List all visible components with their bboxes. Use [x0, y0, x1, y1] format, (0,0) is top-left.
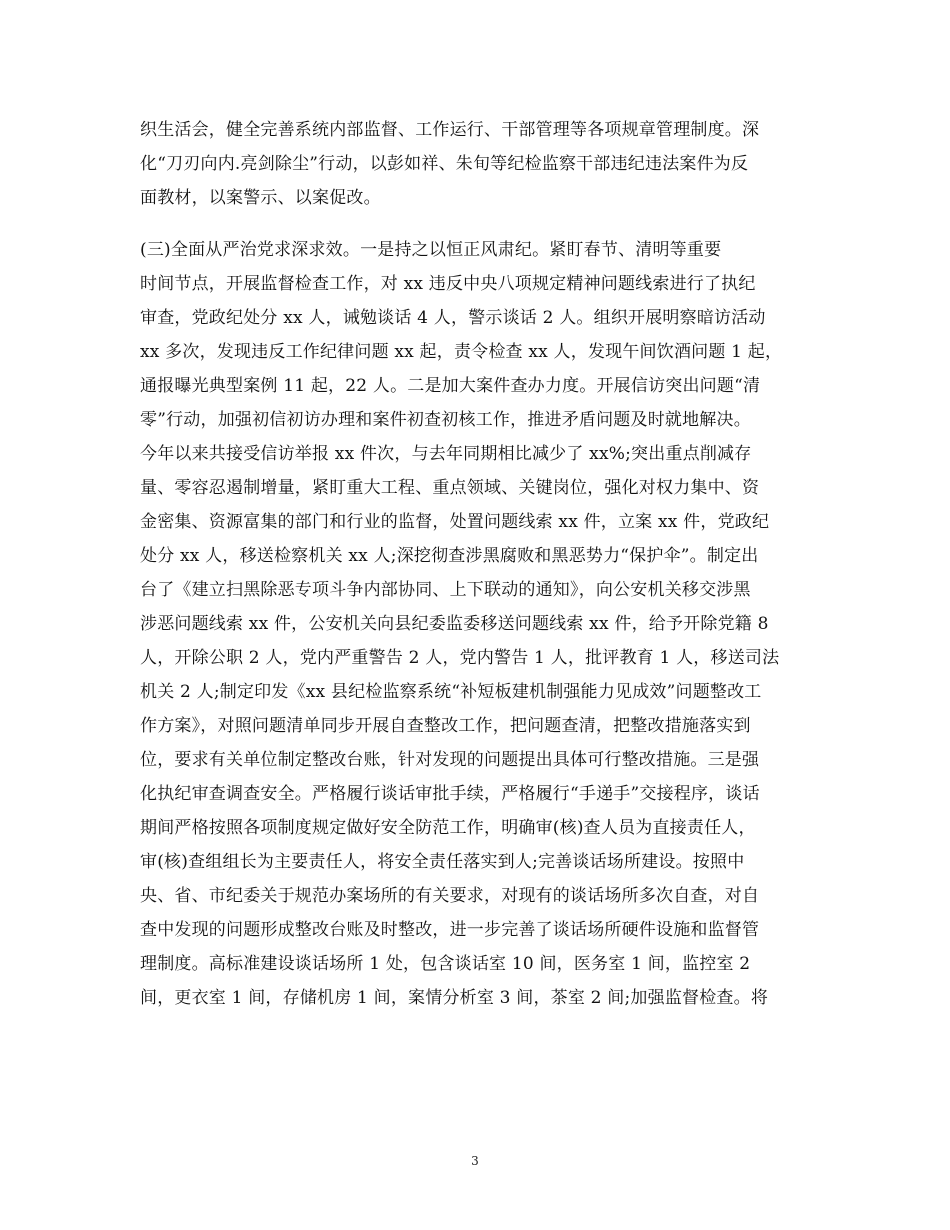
text-line: 量、零容忍遏制增量，紧盯重大工程、重点领域、关键岗位，强化对权力集中、资 — [140, 478, 760, 498]
text-line: 理制度。高标准建设谈话场所 1 处，包含谈话室 10 间，医务室 1 间，监控室 2 — [140, 954, 751, 974]
text-line: 化“刀刃向内.亮剑除尘”行动，以彭如祥、朱旬等纪检监察干部违纪违法案件为反 — [140, 154, 749, 174]
text-line: 处分 xx 人，移送检察机关 xx 人;深挖彻查涉黑腐败和黑恶势力“保护伞”。制定出 — [140, 546, 759, 566]
text-line: (三)全面从严治党求深求效。一是持之以恒正风肃纪。紧盯春节、清明等重要 — [140, 240, 722, 260]
text-line: 查中发现的问题形成整改台账及时整改，进一步完善了谈话场所硬件设施和监督管 — [140, 920, 760, 940]
text-line: 位，要求有关单位制定整改台账，针对发现的问题提出具体可行整改措施。三是强 — [140, 750, 760, 770]
text-line: 审(核)查组组长为主要责任人，将安全责任落实到人;完善谈话场所建设。按照中 — [140, 852, 745, 872]
text-line: 期间严格按照各项制度规定做好安全防范工作，明确审(核)查人员为直接责任人， — [140, 818, 756, 838]
text-line: 央、省、市纪委关于规范办案场所的有关要求，对现有的谈话场所多次自查，对自 — [140, 886, 760, 906]
text-line: 金密集、资源富集的部门和行业的监督，处置问题线索 xx 件，立案 xx 件，党政纪 — [140, 512, 770, 532]
text-line: 通报曝光典型案例 11 起，22 人。二是加大案件查办力度。开展信访突出问题“清 — [140, 376, 761, 396]
text-line: 机关 2 人;制定印发《xx 县纪检监察系统“补短板建机制强能力见成效”问题整改工 — [140, 682, 762, 702]
text-line: 作方案》，对照问题清单同步开展自查整改工作，把问题查清，把整改措施落实到 — [140, 716, 751, 736]
text-line: 面教材，以案警示、以案促改。 — [140, 188, 381, 208]
text-line: 人，开除公职 2 人，党内严重警告 2 人，党内警告 1 人，批评教育 1 人，移送司法 — [140, 648, 780, 668]
text-line: 织生活会，健全完善系统内部监督、工作运行、干部管理等各项规章管理制度。深 — [140, 120, 760, 140]
text-line: 涉恶问题线索 xx 件，公安机关向县纪委监委移送问题线索 xx 件，给予开除党籍 8 — [140, 614, 769, 634]
text-line: xx 多次，发现违反工作纪律问题 xx 起，责令检查 xx 人，发现午间饮酒问题 1 起， — [140, 342, 783, 362]
text-line: 间，更衣室 1 间，存储机房 1 间，案情分析室 3 间，茶室 2 间;加强监督检查。将 — [140, 988, 769, 1008]
text-line: 台了《建立扫黑除恶专项斗争内部协同、上下联动的通知》，向公安机关移交涉黑 — [140, 580, 751, 600]
text-line: 审查，党政纪处分 xx 人，诫勉谈话 4 人，警示谈话 2 人。组织开展明察暗访活动 — [140, 308, 766, 328]
text-line: 化执纪审查调查安全。严格履行谈话审批手续，严格履行“手递手”交接程序，谈话 — [140, 784, 760, 804]
paragraph-continuation — [140, 113, 812, 215]
text-line: 零”行动，加强初信初访办理和案件初查初核工作，推进矛盾问题及时就地解决。 — [140, 410, 751, 430]
page-number: 3 — [471, 1154, 479, 1168]
paragraph-section-three — [140, 233, 812, 1015]
text-line: 时间节点，开展监督检查工作，对 xx 违反中央八项规定精神问题线索进行了执纪 — [140, 274, 756, 294]
text-line: 今年以来共接受信访举报 xx 件次，与去年同期相比减少了 xx%;突出重点削减存 — [140, 444, 752, 464]
